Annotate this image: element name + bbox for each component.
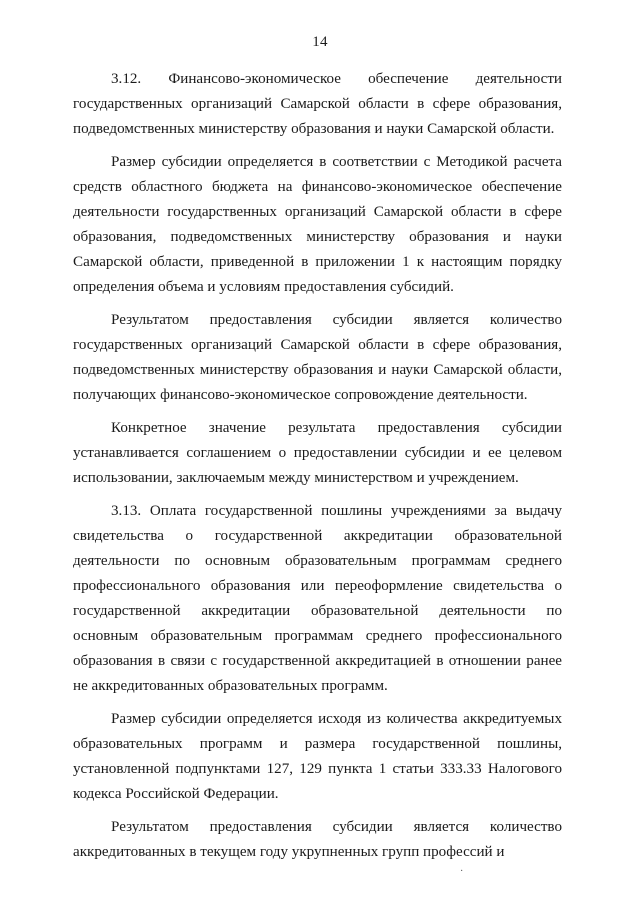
- paragraph-result-value-agreement: Конкретное значение результата предоставления субсидии устанавливается соглашением о предоставлении субсидии и ее целевом использовании, заключаемым между министерством и учреждением.: [73, 420, 562, 486]
- paragraph-subsidy-size-methodology: Размер субсидии определяется в соответствии с Методикой расчета средств областного бюджета на финансово-экономическое обеспечение деятельности государственных организаций Самарской области в сфере образования, подведомственных министерству образования и науки Самарской области, приведенной в приложении 1 к настоящим порядку определения объема и условиям предоставления субсидий.: [73, 154, 562, 295]
- document-body: [73, 67, 562, 873]
- paragraph-3-13-heading: 3.13. Оплата государственной пошлины учреждениями за выдачу свидетельства о государственной аккредитации образовательной деятельности по основным образовательным программам среднего профессионального образования или переоформление свидетельства о государственной аккредитации образовательной деятельности по основным образовательным программам среднего профессионального образования в связи с государственной аккредитацией в отношении ранее не аккредитованных образовательных программ.: [73, 503, 562, 694]
- paragraph-3-12-heading: 3.12. Финансово-экономическое обеспечение деятельности государственных организаций Самарской области в сфере образования, подведомственных министерству образования и науки Самарской области.: [73, 71, 562, 137]
- paragraph-result-accredited-groups: Результатом предоставления субсидии является количество аккредитованных в текущем году укрупненных групп профессий и: [73, 819, 562, 860]
- page-number: 14: [312, 34, 328, 50]
- scan-mark: ·: [460, 866, 464, 877]
- paragraph-result-organizations: Результатом предоставления субсидии является количество государственных организаций Самарской области в сфере образования, подведомственных министерству образования и науки Самарской области, получающих финансово-экономическое сопровождение деятельности.: [73, 312, 562, 403]
- paragraph-subsidy-size-duty: Размер субсидии определяется исходя из количества аккредитуемых образовательных программ и размера государственной пошлины, установленной подпунктами 127, 129 пункта 1 статьи 333.33 Налогового кодекса Российской Федерации.: [73, 711, 562, 802]
